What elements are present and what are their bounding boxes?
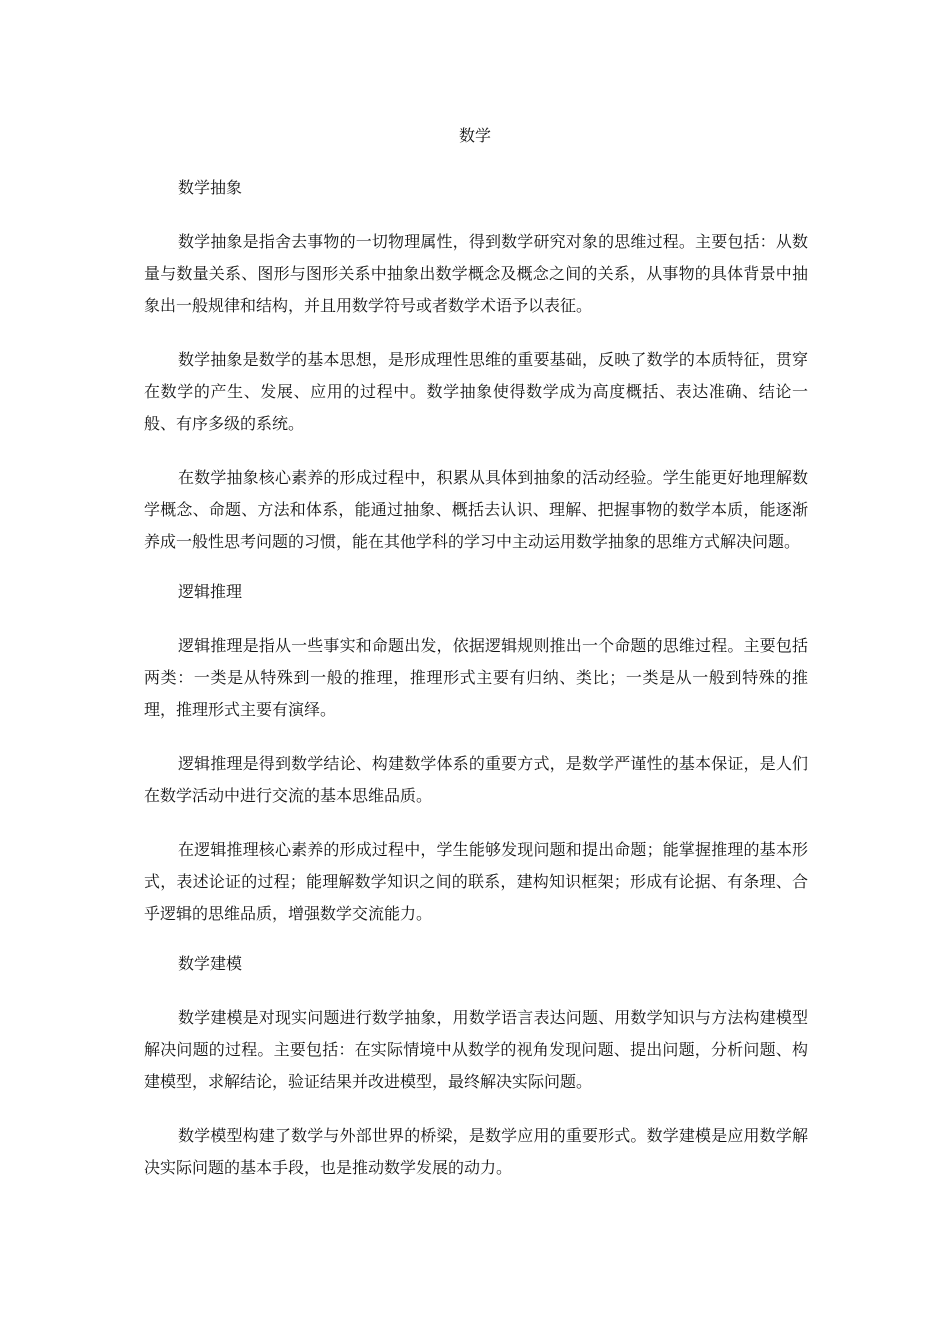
section-heading: 逻辑推理 <box>178 582 243 601</box>
paragraph: 数学建模是对现实问题进行数学抽象，用数学语言表达问题、用数学知识与方法构建模型解决问题的过程。主要包括：在实际情境中从数学的视角发现问题、提出问题，分析问题、构建模型，求解结论，验证结果并改进模型，最终解决实际问题。 <box>144 1008 808 1091</box>
paragraph: 逻辑推理是指从一些事实和命题出发，依据逻辑规则推出一个命题的思维过程。主要包括两类：一类是从特殊到一般的推理，推理形式主要有归纳、类比；一类是从一般到特殊的推理，推理形式主要有演绎。 <box>144 636 808 719</box>
paragraph: 数学抽象是数学的基本思想，是形成理性思维的重要基础，反映了数学的本质特征，贯穿在数学的产生、发展、应用的过程中。数学抽象使得数学成为高度概括、表达准确、结论一般、有序多级的系统。 <box>144 350 808 433</box>
paragraph: 逻辑推理是得到数学结论、构建数学体系的重要方式，是数学严谨性的基本保证，是人们在数学活动中进行交流的基本思维品质。 <box>144 754 808 805</box>
section-heading: 数学抽象 <box>178 178 243 197</box>
paragraph: 数学模型构建了数学与外部世界的桥梁，是数学应用的重要形式。数学建模是应用数学解决实际问题的基本手段，也是推动数学发展的动力。 <box>144 1126 808 1177</box>
paragraph: 在数学抽象核心素养的形成过程中，积累从具体到抽象的活动经验。学生能更好地理解数学概念、命题、方法和体系，能通过抽象、概括去认识、理解、把握事物的数学本质，能逐渐养成一般性思考问题的习惯，能在其他学科的学习中主动运用数学抽象的思维方式解决问题。 <box>144 468 808 551</box>
paragraph: 在逻辑推理核心素养的形成过程中，学生能够发现问题和提出命题；能掌握推理的基本形式，表述论证的过程；能理解数学知识之间的联系，建构知识框架；形成有论据、有条理、合乎逻辑的思维品质，增强数学交流能力。 <box>144 840 808 923</box>
paragraph: 数学抽象是指舍去事物的一切物理属性，得到数学研究对象的思维过程。主要包括：从数量与数量关系、图形与图形关系中抽象出数学概念及概念之间的关系，从事物的具体背景中抽象出一般规律和结构，并且用数学符号或者数学术语予以表征。 <box>144 232 808 315</box>
section-heading: 数学建模 <box>178 954 243 973</box>
document-body <box>144 176 808 1206</box>
document-title: 数学 <box>458 126 491 145</box>
